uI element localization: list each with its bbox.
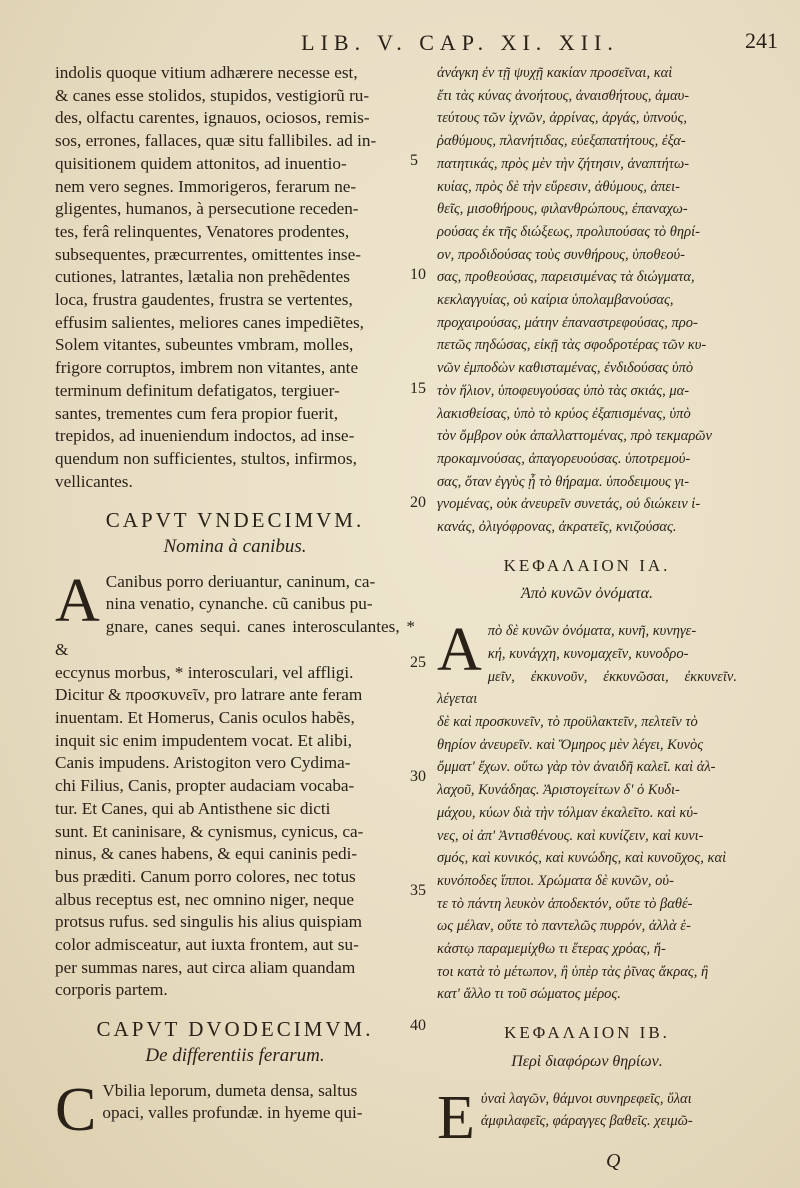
text-line: τεύτους τῶν ἰχνῶν, ἀρρίνας, ἀργάς, ὑπνούς, (437, 110, 687, 127)
text-line: chi Filius, Canis, propter audaciam vocaba- (55, 776, 355, 796)
chapter-11-text (55, 566, 415, 1002)
text-line: προκαμνούσας, ἀπαγορευούσας. ὑποτρεμού- (437, 450, 691, 467)
text-line: corporis partem. (55, 980, 168, 1000)
text-line: ῥαθύμους, πλανήτιδας, εὐεξαπατήτους, ἐξα- (437, 133, 686, 150)
text-line: κανάς, ὀλιγόφρονας, ἀκρατεῖς, κνιζούσας. (437, 519, 677, 536)
text-line: ρούσας ἐκ τῆς διώξεως, προλιπούσας τὸ θηρί- (437, 223, 700, 240)
text-line: bus præditi. Canum porro colores, nec totus (55, 866, 356, 886)
catchword: Q (606, 1150, 621, 1172)
text-line: inuentam. Et Homerus, Canis oculos habẽs, (55, 707, 355, 727)
text-line: δὲ καὶ προσκυνεῖν, τὸ προϋλακτεῖν, πελτεῖν τὸ (437, 713, 698, 730)
running-head: LIB. V. CAP. XI. XII. (301, 30, 619, 55)
text-line: gnare, canes sequi. canes interosculantes, * & (55, 617, 415, 659)
text-line: tes, ferâ relinquentes, Venatores prodentes, (55, 221, 350, 241)
chapter-11-title: CAPVT VNDECIMVM. (105, 508, 365, 533)
text-line: πετῶς πηδώσας, εἰκῇ τὰς σφοδροτέρας τῶν κυ- (437, 337, 707, 354)
drop-cap: C (55, 1075, 97, 1144)
text-line: κυίας, πρὸς δὲ τὴν εὕρεσιν, ἀθύμους, ἀπει- (437, 178, 680, 195)
text-line: τὸν ἥλιον, ὑποφευγούσας ὑπὸ τὰς σκιάς, μα- (437, 382, 690, 399)
text-line: κή, κυνάγχη, κυνομαχεῖν, κυνοδρο- (487, 645, 689, 662)
text-line: ως μέλαν, οὔτε τὸ παντελῶς πυρρόν, ἀλλὰ ἑ- (437, 918, 691, 935)
line-number: 40 (410, 1017, 426, 1034)
text-line: Solem vitantes, subeuntes vmbram, molles, (55, 335, 354, 355)
text-line: des, olfactu carentes, ignauos, ociosos, remis- (55, 108, 370, 128)
text-line: γνομένας, οὐκ ἀνευρεῖν συνετάς, οὐ διώκειν ἱ- (437, 496, 701, 513)
greek-opening-text (437, 62, 737, 539)
text-line: subsequentes, præcurrentes, omittentes inse- (55, 244, 361, 264)
text-line: opaci, valles profundæ. in hyeme qui- (102, 1103, 363, 1123)
chapter-11-subtitle: Nomina à canibus. (163, 536, 307, 558)
text-line: ἀμφιλαφεῖς, φάραγγες βαθεῖς. χειμῶ- (480, 1113, 693, 1130)
text-line: loca, frustra gaudentes, frustra se vertentes, (55, 290, 353, 310)
chapter-12-text (55, 1075, 415, 1144)
chapter-12-subtitle-greek: Περὶ διαφόρων θηρίων. (511, 1052, 663, 1070)
line-number: 25 (410, 654, 426, 671)
latin-opening-text (55, 62, 415, 493)
text-line: προχαιρούσας, μάτην ἐπαναστρεφούσας, προ- (437, 314, 698, 331)
text-line: Vbilia leporum, dumeta densa, saltus (102, 1080, 358, 1100)
text-line: τὸν ὄμβρον οὐκ ἀπαλλαττομένας, πρὸ τεκμαρῶν (437, 428, 712, 445)
greek-column (437, 62, 737, 1152)
text-line: nem vero segnes. Immorigeros, ferarum ne- (55, 176, 357, 196)
drop-cap: A (55, 566, 100, 635)
page-number: 241 (745, 28, 778, 53)
text-line: κάστῳ παραμεμίχθω τι ἕτερας χρόας, ἤ- (437, 941, 666, 958)
text-line: σας, προθεούσας, παρεισιμένας τὰ διώγματα, (437, 269, 695, 286)
text-line: νες, οἱ ἀπ' Ἀντισθένους. καὶ κυνίζειν, καὶ κυνι- (437, 827, 704, 844)
text-line: frigore corruptos, imbrem non vitantes, ante (55, 358, 359, 378)
text-line: Canibus porro deriuantur, caninum, ca- (105, 571, 376, 591)
line-number: 35 (410, 882, 426, 899)
text-line: nina venatio, cynanche. cũ canibus pu- (105, 594, 373, 614)
chapter-12-text-greek (437, 1083, 737, 1152)
text-line: eccynus morbus, * interosculari, vel affligi. (55, 662, 354, 682)
text-line: vellicantes. (55, 471, 133, 491)
text-line: per summas nares, aut circa aliam quandam (55, 957, 356, 977)
text-line: protsus rufus. sed singulis his alius quispiam (55, 912, 362, 932)
text-line: λαχοῦ, Κυνάδηας. Ἀριστογείτων δ' ὁ Κυδι- (437, 782, 680, 799)
chapter-12-subtitle: De differentiis ferarum. (145, 1044, 325, 1066)
text-line: πὸ δὲ κυνῶν ὀνόματα, κυνῆ, κυνηγε- (487, 623, 697, 640)
text-line: albus receptus est, nec omnino niger, neque (55, 889, 355, 909)
text-line: color admisceatur, aut iuxta frontem, aut su- (55, 935, 359, 955)
drop-cap: Α (437, 616, 482, 685)
text-line: μεῖν, ἐκκυνοῦν, ἐκκυνῶσαι, ἐκκυνεῖν. λέγεται (437, 668, 737, 708)
line-number: 15 (410, 380, 426, 397)
drop-cap: Ε (437, 1083, 475, 1152)
text-line: trepidos, ad inueniendum indoctos, ad inse- (55, 426, 355, 446)
text-line: Canis impudens. Aristogiton vero Cydima- (55, 753, 351, 773)
text-line: πατητικάς, πρὸς μὲν τὴν ζήτησιν, ἀναπτήτω- (437, 155, 690, 172)
text-line: effusim salientes, meliores canes impediẽtes, (55, 312, 364, 332)
text-line: tur. Et Canes, qui ab Antisthene sic dicti (55, 798, 331, 818)
chapter-12-title: CAPVT DVODECIMVM. (96, 1017, 374, 1042)
text-line: κεκλαγγυίας, οὐ καίρια ὑπολαμβανούσας, (437, 292, 674, 309)
text-line: sunt. Et caninisare, & cynismus, cynicus, ca- (55, 821, 364, 841)
chapter-12-title-greek: ΚΕΦΑΛΑΙΟΝ ΙΒ. (504, 1023, 670, 1043)
text-line: terminum definitum defatigatos, tergiuer- (55, 380, 340, 400)
text-line: νῶν ἐμποδὼν καθισταμένας, ἐνδιδούσας ὑπὸ (437, 360, 694, 377)
text-line: & canes esse stolidos, stupidos, vestigiorũ ru- (55, 85, 370, 105)
line-number: 20 (410, 494, 426, 511)
chapter-11-title-greek: ΚΕΦΑΛΑΙΟΝ ΙΑ. (503, 555, 671, 575)
text-line: κατ' ἄλλο τι τοῦ σώματος μέρος. (437, 986, 621, 1003)
line-number: 5 (410, 152, 418, 169)
text-line: κυνόποδες ἵπποι. Χρώματα δὲ κυνῶν, οὐ- (437, 872, 674, 889)
text-line: τε τὸ πάντη λευκὸν ἀποδεκτόν, οὔτε τὸ βαθέ- (437, 895, 693, 912)
text-line: cutiones, latrantes, lætalia non prehẽdentes (55, 267, 350, 287)
latin-column (55, 62, 415, 1144)
text-line: indolis quoque vitium adhærere necesse est, (55, 63, 358, 82)
text-line: gligentes, humanos, à persecutione receden- (55, 199, 359, 219)
text-line: τοι κατὰ τὸ μέτωπον, ἢ ὑπὲρ τὰς ῥῖνας ἄκρας, ἢ (437, 963, 709, 980)
text-line: σμός, καὶ κυνικός, καὶ κυνώδης, καὶ κυνοῦχος, καὶ (437, 850, 727, 867)
chapter-11-text-greek (437, 616, 737, 1006)
text-line: ὐναὶ λαγῶν, θάμνοι συνηρεφεῖς, ὕλαι (480, 1090, 692, 1107)
text-line: σας, ὅταν ἐγγὺς ᾖ τὸ θήραμα. ὑποδειμους γι- (437, 473, 690, 490)
text-line: λακισθείσας, ὑπὸ τὸ κρύος ἐξαπισμένας, ὑπὸ (437, 405, 691, 422)
line-number: 10 (410, 266, 426, 283)
text-line: ον, προδιδούσας τοὺς συνθήρους, ὑποθεού- (437, 246, 685, 263)
text-line: Dicitur & προσκυνεῖν, pro latrare ante feram (55, 685, 363, 705)
text-line: ninus, & canes habens, & equi caninis pedi- (55, 844, 358, 864)
line-number: 30 (410, 768, 426, 785)
text-line: ὄμματ' ἔχων. οὕτω γὰρ τὸν ἀναιδῆ καλεῖ. καὶ ἀλ- (437, 759, 716, 776)
text-line: θεῖς, μισοθήρους, φιλανθρώπους, ἐπαναχω- (437, 201, 688, 218)
chapter-11-subtitle-greek: Ἀπὸ κυνῶν ὀνόματα. (521, 585, 653, 603)
text-line: inquit sic enim impudentem vocat. Et alibi, (55, 730, 352, 750)
text-line: ἔτι τὰς κύνας ἀνοήτους, ἀναισθήτους, ἀμαυ- (437, 87, 690, 104)
text-line: quisitionem quidem attonitos, ad inuentio- (55, 153, 347, 173)
text-line: θηρίον ἀνευρεῖν. καὶ Ὅμηρος μὲν λέγει, Κυνὸς (437, 736, 704, 753)
text-line: santes, trementes cum fera propior fuerit, (55, 403, 339, 423)
text-line: ἀνάγκη ἐν τῇ ψυχῇ κακίαν προσεῖναι, καὶ (437, 65, 673, 81)
text-line: quendum non sufficientes, stultos, infirmos, (55, 448, 357, 468)
text-line: sos, errones, fallaces, quæ situ fallibiles. ad in- (55, 131, 377, 151)
text-line: μάχου, κύων διὰ τὴν τόλμαν ἐκαλεῖτο. καὶ κύ- (437, 804, 698, 821)
